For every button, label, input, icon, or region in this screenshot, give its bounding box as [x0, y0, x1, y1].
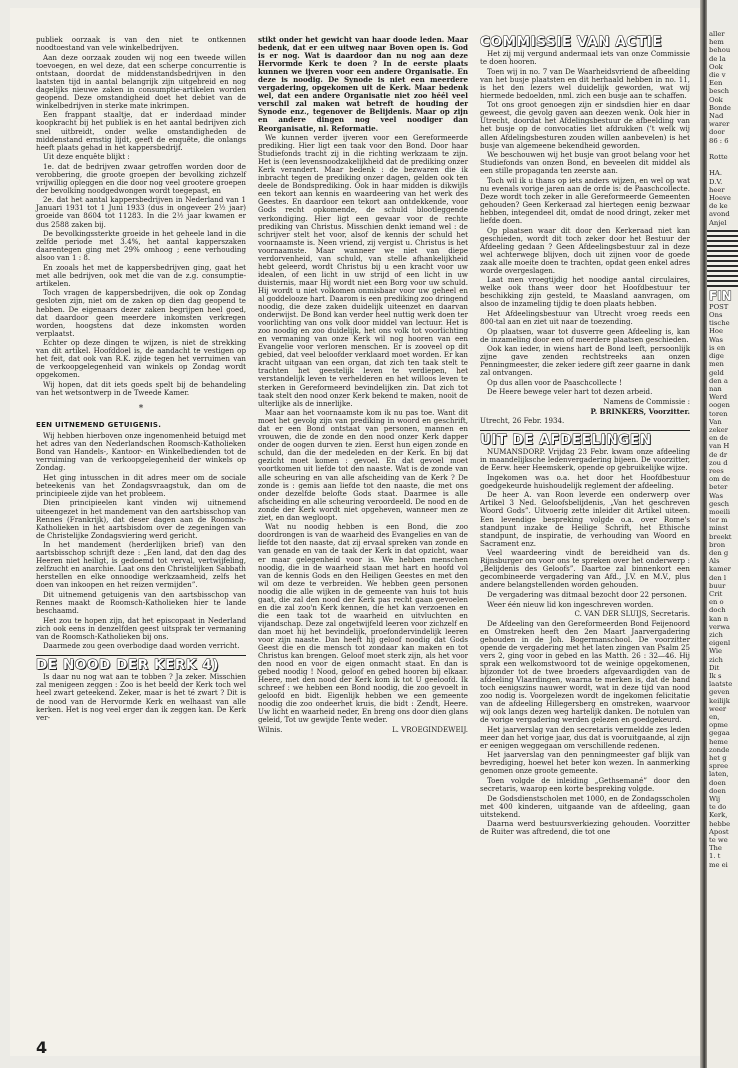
paragraph: 1e. dat de bedrijven zwaar getroffen worden door de verobbering, die groote groepen der bevolking zichzelf vrijwillig opleggen en die door nog veel grootere groepen der bevolking noodgedwongen wordt toegepast, en	[36, 161, 246, 195]
next-page-text-fragment: door	[709, 128, 725, 137]
next-page-text-fragment: buur	[709, 581, 726, 590]
next-page-text-fragment: toren	[709, 409, 728, 418]
next-page-text-fragment: zonde	[709, 745, 730, 754]
paragraph: We kunnen verder ijveren voor een Gereformeerde prediking. Hier ligt een taak voor den Bond. Door haar Studiefonds tracht zij in die richting werkzaam te zijn. Het is (een levensnoodzakelijkheid dat de prediking onzer Kerk verandert. Maar bedenk : de bezwaren die ik inbracht tegen de prediking onzer dagen, gelden ook ten deele de Bondsprediking. Ook in haar midden is dikwijls een tekort aan kennis en waardeering van het werk des Geestes. En daardoor een tekort aan ontdekkende, voor Gods recht opkomende, de schuld blootleggende verkondiging. Hier ligt een gevaar voor de rechte prediking van Christus. Misschien denkt iemand wel : de schrijver stelt het voor, alsof de kennis der schuld het voornaamste is. Neen vriend, zij vergist u. Christus is het voornaamste. Maar wanneer we niet van diepe verdorvenheid, van schuld, van stelle afhankelijkheid hebt geleerd, wordt Christus bij u een kracht voor uw idealen, of een licht in uw strijd of een licht in uw duisternis, maar Hij wordt niet een Borg voor uw schuld. Hij wordt u niet volkomen onmisbaar voor uw geheel en al goddelooze hart. Daarom is een prediking zoo dringend noodig, die deze zaken duidelijk uiteenzet en daarvan onderwijst. De Bond kan verder heel nuttig werk doen ter voorlichting van ons volk door middel van lectuur. Het is zoo noodig en zoo duidelijk, het ons volk tot voorlichting en vermaning van onze Kerk wil nog hooren van een Evangelie voor verloren menschen. Er is zooveel op dit gebied, dat veel beloofder verklaard moet worden. Er kan kracht uitgaan van een organ, dat zich ten taak stelt te trachten het geestelijk leven te verdiepen, het verstandelijk leven te verhelderen en het willoos leven te sterken in Gereformeerd bevindelijken zin. Dat zich tot taak stelt den nood onzer Kerk bekend te maken, nooit de ulterlijke als de innerlijke.	[258, 133, 468, 408]
paragraph: De bevolkingssterkte groeide in het geheele land in die zelfde periode met 3.4%, het aantal kapperszaken daarentegen ging met 29% omhoog ; eene verhouding alsoo van 1 : 8.	[36, 229, 246, 263]
paragraph: 2e. dat het aantal kappersbedrijven in Nederland van 1 Januari 1931 tot 1 Juni 1933 (dus in ongeveer 2½ jaar) groeide van 8604 tot 11283. In die 2½ jaar kwamen er dus 2588 zaken bij.	[36, 195, 246, 229]
paragraph: Weer één nieuw lid kon ingeschreven worden.	[487, 599, 654, 609]
next-page-text-fragment: POST	[709, 302, 729, 311]
paragraph: Wij hopen, dat dit iets goeds spelt bij de behandeling van het wetsontwerp in de Tweede Kamer.	[36, 379, 246, 397]
next-page-text-fragment: HA.	[709, 169, 722, 178]
next-page-text-fragment: Hoe	[709, 327, 724, 336]
next-page-text-fragment: Als	[709, 557, 720, 566]
paragraph: Daarmede zou geen overbodige daad worden verricht.	[43, 641, 240, 651]
next-page-text-fragment: Werd	[709, 393, 728, 402]
next-page-heading-fragment: FIN	[709, 288, 732, 303]
next-page-text-fragment: Crit	[709, 589, 723, 598]
next-page-text-fragment: tische	[709, 319, 730, 328]
next-page-text-fragment: Anjel	[709, 218, 727, 227]
next-page-text-fragment: spree	[709, 762, 729, 771]
next-page-text-fragment: het g	[709, 754, 727, 763]
next-page-text-fragment: hem	[709, 38, 724, 47]
paragraph: De vergadering was ditmaal bezocht door 22 personen.	[487, 589, 687, 599]
paragraph: Is daar nu nog wat aan te tobben ? Ja zeker. Misschien zal menigeen zeggen : Zoo is het beeld der Kerk toch wel heel zwart geteekend. Zeker, maar is het té zwart ? Dit is de nood van de Hervormde Kerk en welhaast van alle kerken. Het is nog veel erger dan ik zeggen kan. De Kerk ver-	[36, 672, 246, 722]
paragraph: Het jaarverslag van den secretaris vermeldde zes leden meer dan het vorige jaar, dus dat is vooruitgaande, al zijn er eenigen weggegaan om verschillende redenen.	[480, 724, 690, 750]
signature-town: Wilnis.	[258, 724, 283, 734]
paragraph: Toch vragen de kappersbedrijven, die ook op Zondag gesloten zijn, niet om de zaken op dien dag geopend te hebben. De eigenaars dezer zaken begrijpen heel goed, dat daardoor geen meerdere inkomsten verkregen worden, hoogstens dat deze inkomsten worden verplaatst.	[36, 288, 246, 338]
paragraph: Veel waardeering vindt de bereidheid van ds. Rijnsburger om voor ons te spreken over het onderwerp : „Belijdenis des Geloofs”. Daartoe zal binnenkort een gecombineerde vergadering van Afd., J.V. en M.V., plus andere belangstellenden worden gehouden.	[480, 548, 690, 590]
paragraph: Het jaarverslag van den penningmeester gaf blijk van bevrediging, hoewel het beter kon wezen. In aanmerking genomen onze groote gemeente.	[480, 750, 690, 776]
next-page-text-fragment: moeili	[709, 507, 731, 516]
next-page-text-fragment: avond	[709, 210, 730, 219]
next-page-text-fragment: breekt	[709, 532, 732, 541]
paragraph: Op dus allen voor de Paaschcollecte !	[487, 377, 622, 387]
paragraph: Maar aan het voornaamste kom ik nu pas toe. Want dit moet het gevolg zijn van prediking in woord en geschrift, dat er een Bond ontstaat van personen, mannen en vrouwen, die de zonde en den nood onzer Kerk dapper onder de oogen durven te zien. Eerst hun eigen zonde en schuld, dan die der medeleden en der Kerk. En bij dat gezicht moet komen : gevoel. En dat gevoel moet voortkomen uit liefde tot den naaste. Wat is de zonde van alle scheuring en van alle afscheiding van de Kerk ? De zonde is : gemis aan liefde tot den naaste, die met ons onder dezelfde belofte Gods staat. Daarmee is alle afscheiding en alle scheuring veroordeeld. De nood en de zonde der Kerk wordt niet opgeheven, wanneer men ze ziet, en dan wegloopt.	[258, 408, 468, 522]
paragraph: Ingekomen was o.a. het door het Hoofdbestuur goedgekeurde huishoudelijk reglement der afdeeling.	[480, 472, 690, 490]
next-page-text-fragment: verwa	[709, 622, 730, 631]
next-page-text-fragment: den a	[709, 376, 728, 385]
next-page-text-fragment: gegaa	[709, 729, 730, 738]
next-page-text-fragment: Hoeve	[709, 194, 731, 203]
newspaper-page	[10, 8, 700, 1056]
paragraph: publiek oorzaak is van den niet te ontkennen noodtoestand van vele winkelbedrijven.	[36, 35, 246, 53]
next-page-text-fragment: om de	[709, 475, 731, 484]
next-page-text-fragment: me ei	[709, 860, 728, 869]
next-page-text-fragment: dige	[709, 352, 724, 361]
next-page-strip	[707, 30, 738, 1068]
next-page-text-fragment: doch	[709, 606, 726, 615]
next-page-text-fragment: Was	[709, 335, 723, 344]
paragraph: Het zij mij vergund andermaal iets van onze Commissie te doen hooren.	[480, 49, 690, 67]
paragraph: Het Afdeelingsbestuur van Utrecht vroeg reeds een 800-tal aan en ziet uit naar de toezending.	[480, 309, 690, 327]
next-page-text-fragment: bron	[709, 540, 726, 549]
column-1	[36, 36, 246, 1006]
next-page-text-fragment: doen	[709, 786, 726, 795]
next-page-text-fragment: Ook	[709, 95, 723, 104]
next-page-text-fragment: opme	[709, 721, 728, 730]
next-page-text-fragment: doen	[709, 778, 726, 787]
paragraph: stikt onder het gewicht van haar doode leden. Maar bedenk, dat er een uitweg naar Boven open is. God is er nog. Wat is daardoor dan nu nog aan deze Hervormde Kerk te doen ? In de eerste plaats kunnen we ijveren voor een andere Organisatie. En deze is noodig. De Synode is niet een meerdere vergadering, opgekomen uit de Kerk. Maar bedenk wel, dat een andere Organisatie niet zoo héél veel verschil zal maken wat betreft de houding der Synode enz., tegenover de Belijdenis. Maar op zijn en andere dingen nog veel noodiger dan Reorganisatie, nl. Reformatie.	[258, 35, 468, 133]
next-page-text-fragment: Ook	[709, 62, 723, 71]
ornament-band	[707, 229, 738, 287]
paragraph: Dien principieelen kant vinden wij uitnemend uiteengezet in het mandement van den aartsbisschop van Rennes (Frankrijk), dat deser dagen aan de Roomsch-Katholieken in het aartsbisdom over de zegeningen van de Christelijke Zondagsviering werd gericht.	[36, 498, 246, 540]
signature-brinkers: P. BRINKERS, Voorzitter.	[590, 406, 690, 416]
page-number: 4	[36, 1038, 48, 1056]
next-page-text-fragment: laatste	[709, 680, 733, 689]
next-page-text-fragment: die v	[709, 71, 726, 80]
next-page-text-fragment: The	[709, 844, 722, 853]
next-page-text-fragment: 86 : 6	[709, 136, 729, 145]
next-page-text-fragment: eigenl	[709, 639, 731, 648]
next-page-text-fragment: Ons	[709, 311, 723, 320]
next-page-text-fragment: Ik s	[709, 672, 722, 681]
binding-gutter	[700, 0, 707, 1068]
next-page-text-fragment: Een	[709, 79, 723, 88]
paragraph: Uit deze enquête blijkt :	[43, 152, 130, 162]
next-page-text-fragment: gesch	[709, 499, 730, 508]
next-page-text-fragment: te do	[709, 803, 727, 812]
paragraph: Laat men vroegtijdig het noodige aantal circulaires, welke ook thans weer door het Hoofdbestuur ter beschikking zijn gesteld, te Maasland aanvragen, om alsoo de inzameling tijdig te doen plaats hebben.	[480, 275, 690, 309]
next-page-text-fragment: zich	[709, 631, 723, 639]
next-page-lines-top	[707, 30, 738, 227]
next-page-lines-bottom	[707, 303, 738, 869]
next-page-text-fragment: en,	[709, 713, 720, 722]
dateline: Utrecht, 26 Febr. 1934.	[480, 416, 565, 426]
next-page-text-fragment: minst	[709, 524, 729, 533]
paragraph: Wat nu noodig hebben is een Bond, die zoo doordrongen is van de waarheid des Evangelies en van de liefde tot den naaste, dat zij ervaal spreken van zonde en van genade en van de taak der Kerk in dat opzicht, waar er maar gelegenheid voor is. We hebben menschen noodig, die in de waarheid staan met hart en hoofd vol van de kennis Gods en den Heiligen Geestes en met den wil om deze te verbreiden. We hebben geen personen noodig die alle wijken in de gemeente van huis tot huis gaat, die zal den nood der Kerk pas recht gaan gevoelen en die zal zoo'n Kerk kennen, die het kan verzoenen en die een taak tot de waarheid en uitvluchten en vijandschap. Deze zal ongetwijfeld leeren voor zichzelf en dan moet hij het bevindelijk, proefondervindelijk leeren voor zijn naaste. Dan heeft hij geloof noodig dat Gods Geest die en die mensch tot zondaar kan maken en tot Christus kan brengen. Geloof moet sterk zijn, als het voor den nood en voor de eigen onmacht staat. En dan is gebed noodig ! Nood, geloof en gebed hooren bij elkaar. Heere, met den nood der Kerk kom ik tot U geeloofd. Ik schreef : we hebben een Bond noodig, die zoo gevoelt in geloofd en bidt. Eigenlijk hebben we een gemeente noodig die zoo ondeerhet kruis, die bidt : Zendt, Heere. Uw licht en waarheid neder, En breng ons door dien glans geleid, Tot uw gewijde Tente weder.	[258, 522, 468, 725]
next-page-text-fragment: van H	[709, 442, 730, 451]
paragraph: De Heere bewege veler hart tot dezen arbeid.	[487, 387, 653, 397]
next-page-text-fragment: zou d	[709, 458, 728, 467]
next-page-text-fragment: hebbe	[709, 819, 731, 828]
heading-uit-de-afdeelingen: UIT DE AFDEELINGEN	[480, 432, 652, 449]
next-page-text-fragment: Bonde	[709, 103, 731, 112]
next-page-text-fragment: oogen	[709, 401, 730, 410]
paragraph: Wij hebben hierboven onze ingenomenheid betuigd met het adres van den Nederlandschen Roomsch-Katholieken Bond van Handels-, Kantoor- en Winkelbedienden tot de verruiming van de verkoopgelegenheid der winkels op Zondag.	[36, 431, 246, 473]
next-page-text-fragment: heer	[709, 185, 725, 194]
next-page-text-fragment: en o	[709, 598, 724, 607]
horizontal-rule	[36, 655, 246, 656]
paragraph: Echter op deze dingen te wijzen, is niet de strekking van dit artikel. Hoofddoel is, de aandacht te vestigen op het feit, dat ook van R.K. zijde tegen het verruimen van de verkoopgelegenheid van winkels op Zondag wordt opgekomen.	[36, 338, 246, 380]
next-page-text-fragment: aller	[709, 30, 725, 38]
sub-heading-getuigenis: EEN UITNEMEND GETUIGENIS.	[36, 421, 162, 430]
next-page-text-fragment: heme	[709, 737, 728, 746]
paragraph: NUMANSDORP. Vrijdag 23 Febr. kwam onze afdeeling in maandelijksche ledenvergadering bijeen. De voorzitter, de Eerw. heer Heemskerk, opende op gebruikelijke wijze.	[480, 447, 690, 473]
next-page-text-fragment: behou	[709, 46, 731, 55]
paragraph: Toen volgde de inleiding „Gethsemané” door den secretaris, waarop een korte bespreking volgde.	[480, 775, 690, 794]
paragraph: In het mandement (herderlijken brief) van den aartsbisschop schrijft deze : „Een land, dat den dag des Heeren niet heiligt, is gedoemd tot verval, vertwijfeling, zelfzucht en anarchie. Laat ons den Christelijken Sabbath herstellen en elke onnoodige werkzaamheid, zelfs het doen van inkoopen en het reizen vermijden”.	[36, 540, 246, 590]
paragraph: Op plaatsen, waar tot dusverre geen Afdeeling is, kan de inzameling door een of meerdere plaatsen geschieden.	[480, 326, 690, 344]
next-page-text-fragment: nan	[709, 384, 722, 393]
paragraph: Toch wil ik u thans op iets anders wijzen, en wel op wat nu evenals vorige jaren aan de orde is: de Paaschcollecte. Deze wordt toch zeker in alle Gereformeerde Gemeenten gehouden? Geen Kerkeraad zal hiertegen eenig bezwaar hebben, integendeel dit, omdat de nood dringt, zeker met liefde doen.	[480, 175, 690, 225]
next-page-text-fragment: zich	[709, 655, 723, 664]
next-page-text-fragment: Kerk,	[709, 811, 728, 820]
paragraph: Het zou te hopen zijn, dat het episcopaat in Nederland zich ook eens in denzelfden geest uitsprak ter vermaning van de Roomsch-Katholieken bij ons.	[36, 615, 246, 641]
paragraph: Toen wij in no. 7 van De Waarheidsvriend de afbeelding van het busje plaatsten en dit herhaald hebben in no. 11, is het den lezers wel duidelijk geworden, wat wij hiermede bedoelden, nml. zich een busje aan te schaffen.	[480, 66, 690, 100]
next-page-text-fragment: besch	[709, 87, 730, 96]
next-page-text-fragment: kan n	[709, 614, 729, 623]
paragraph: De Godsdienstscholen met 1000, en de Zondagsscholen met 400 kinderen, uitgaande van de afdeeling, gaan uitstekend.	[480, 793, 690, 819]
paragraph: Op plaatsen waar dit door den Kerkeraad niet kan geschieden, wordt dit toch zeker door het Bestuur der Afdeeling gedaan ? Geen Afdeelingsbestuur zal in deze wel achterwege blijven, doch uit zijnen voor de goede zaak alle moeite doen te trachten, opdat geen enkel adres worde overgeslagen.	[480, 225, 690, 275]
next-page-text-fragment: D.V.	[709, 177, 723, 186]
paragraph: Dit uitnemend getuigenis van den aartsbisschop van Rennes maakt de Roomsch-Katholieken hier te lande beschaamd.	[36, 590, 246, 616]
paragraph: We beschouwen wij het busje van groot belang voor het Studiefonds van onzen Bond, en beveelen dit middel als een stille propaganda ten zeerste aan.	[480, 150, 690, 176]
paragraph: Ook kan ieder, in wiens hart de Bond leeft, persoonlijk zijne gave zenden rechtstreeks aan onzen Penningmeester, die zeker iedere gift zeer gaarne in dank zal ontvangen.	[480, 344, 690, 378]
next-page-text-fragment: weer	[709, 704, 727, 713]
signature-commissie: Namens de Commissie :	[603, 396, 690, 406]
next-page-text-fragment: de ke	[709, 202, 728, 211]
next-page-text-fragment: Apost	[709, 827, 729, 836]
paragraph: Tot ons groot genoegen zijn er sindsdien hier en daar geweest, die gevolg gaven aan deezen wenk. Ook hier in Utrecht, doordat het Afdelingsbestuur de afbeelding van het busje op de convocaties liet afdrukken (’t welk wij allen Afdelingsbesturen zouden willen aanbevelen) is het busje van algemeene bekendheid geworden.	[480, 100, 690, 150]
next-page-text-fragment	[707, 145, 738, 153]
heading-nood-der-kerk: DE NOOD DER KERK 4)	[36, 657, 220, 674]
next-page-text-fragment: de la	[709, 54, 726, 63]
next-page-text-fragment: Wie	[709, 647, 723, 656]
next-page-text-fragment: en de	[709, 434, 728, 443]
paragraph: Aan deze oorzaak zouden wij nog een tweede willen toevoegen, en wel deze, dat een scherpe concurrentie is ontstaan, doordat de middenstandsbedrijven in den laatsten tijd in aantal belangrijk zijn uitgebreid en nog dagelijks nieuwe zaken in consumptie-artikelen worden geopend. Deze omstandigheid doet het debiet van de winkelbedrijven in sterke mate inkrimpen.	[36, 52, 246, 110]
next-page-text-fragment: Was	[709, 491, 723, 500]
next-page-text-fragment: rees	[709, 466, 724, 475]
next-page-text-fragment: Dit	[709, 663, 720, 672]
next-page-text-fragment: den l	[709, 573, 727, 582]
section-divider-star: *	[138, 404, 144, 415]
paragraph: De heer A. van Roon leverde een onderwerp over Artikel 3 Ned. Geloofsbelijdenis, „Van het geschreven Woord Gods”. Uitvoerig zette inleider dit Artikel uiteen. Een levendige bespreking volgde o.a. over Rome's standpunt inzake de Heilige Schrift, het Ethische standpunt, de inspiratie, de verhouding van Woord en Sacrament enz.	[480, 490, 690, 548]
next-page-text-fragment: Van	[709, 417, 722, 426]
next-page-text-fragment: Wij	[709, 795, 721, 804]
next-page-text-fragment: kamer	[709, 565, 731, 574]
next-page-text-fragment: 1. t	[709, 852, 721, 861]
next-page-text-fragment: keilijk	[709, 696, 730, 705]
heading-commissie-van-actie: COMMISSIE VAN ACTIE	[480, 34, 663, 50]
next-page-text-fragment: Rotte	[709, 153, 728, 162]
horizontal-rule	[480, 430, 690, 431]
next-page-text-fragment: laten,	[709, 770, 729, 779]
paragraph: Het ging intusschen in dit adres meer om de sociale beteekenis van het Zondagsvraagstuk, dan om de principieele zijde van het probleem.	[36, 472, 246, 498]
next-page-text-fragment: zeker	[709, 425, 728, 434]
next-page-text-fragment: te we	[709, 836, 728, 845]
paragraph: Een frappant staaltje, dat er inderdaad minder koopkracht bij het publiek is en het aantal bedrijven zich snel uitbreidt, onder welke omstandigheden de middenstand ernstig lijdt, geeft de enquête, die onlangs heeft plaats gehad in het kappersbedrijf.	[36, 110, 246, 152]
next-page-text-fragment: beter	[709, 483, 728, 492]
next-page-text-fragment: Nad	[709, 112, 724, 121]
column-3	[480, 36, 690, 1046]
paragraph: De Afdeeling van den Gereformeerden Bond Feijenoord en Omstreken heeft den 2en Maart Jaarvergadering gehouden in de Joh. Bogermanschool. De voorzitter opende de vergadering met het laten zingen van Psalm 25 vers 2, ging voor in gebed en las Matth. 26 : 32—46. Hij sprak een welkomstwoord tot de weinige opgekomenen, bijzonder tot de twee broeders afgevaardigden van de afdeeling Vlaardingen, waarna te merken is, dat de band toch eenigszins nauwer wordt, wat in deze tijd van nood zoo nodig is. Voorgelezen wordt de ingekomen felicitatie van de afdeeling Hillegersberg en omstreken, waarvoor wij ook langs dezen weg hartelijk danken. De notulen van de vorige vergadering werden gelezen en goedgekeurd.	[480, 618, 690, 725]
signature-van-der-sluijs: C. VAN DER SLUIJS, Secretaris.	[574, 609, 690, 619]
next-page-text-fragment: geven	[709, 688, 730, 697]
next-page-text-fragment: ter m	[709, 516, 728, 525]
column-2	[258, 36, 468, 1021]
next-page-text-fragment: de dr	[709, 450, 728, 459]
next-page-text-fragment	[707, 161, 738, 169]
next-page-text-fragment: men	[709, 360, 724, 369]
next-page-text-fragment: den g	[709, 548, 729, 557]
paragraph: En zooals het met de kappersbedrijven ging, gaat het met alle bedrijven, ook met die van de z.g. consumptie-artikelen.	[36, 262, 246, 288]
next-page-text-fragment: geld	[709, 368, 724, 377]
signature-name: L. VROEGINDEWEIJ.	[391, 724, 468, 734]
paragraph: Daarna werd bestuursverkiezing gehouden. Voorzitter de Ruiter was aftredend, die tot one	[480, 819, 690, 837]
article-signature	[258, 726, 468, 734]
next-page-text-fragment: warer	[709, 120, 730, 129]
next-page-text-fragment: is en	[709, 343, 726, 352]
